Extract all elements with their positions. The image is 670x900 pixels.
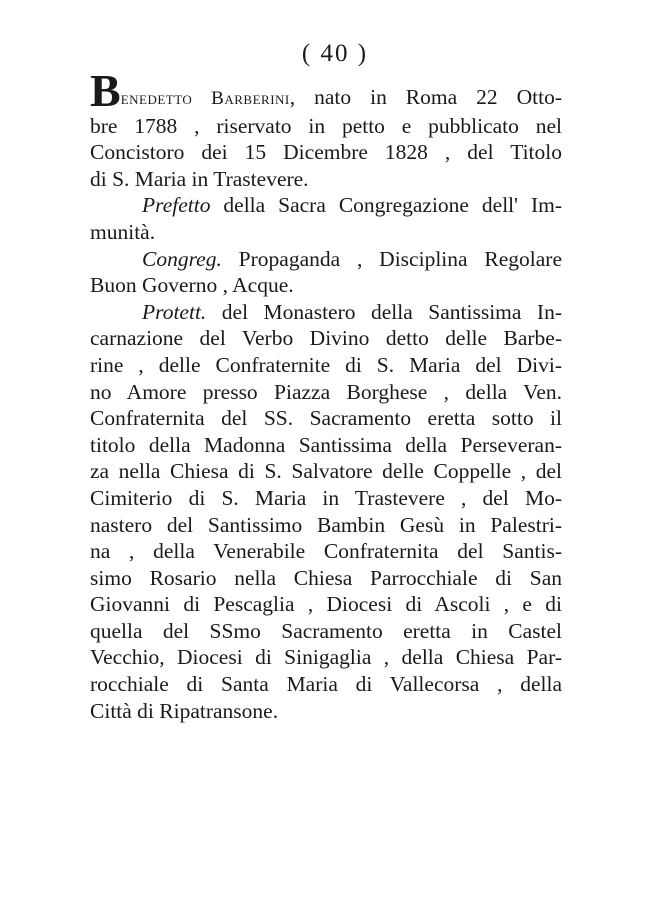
text-line-3: [90, 139, 562, 166]
line-text: Concistoro dei 15 Dicembre 1828 , del Titolo: [90, 140, 562, 165]
text-line-17: [90, 512, 562, 539]
line-text: Propaganda , Disciplina Regolare: [221, 246, 562, 271]
text-line-20: [90, 591, 562, 618]
section-label-protett: Protett.: [142, 299, 207, 324]
text-line-22: [90, 644, 562, 671]
line-text: Vecchio, Diocesi di Sinigaglia , della Chiesa Par-: [90, 645, 562, 670]
text-line-24: [90, 698, 562, 725]
text-line-1: [90, 65, 562, 116]
line-text: bre 1788 , riservato in petto e pubblicato nel: [90, 113, 562, 138]
text-line-8: [90, 272, 562, 299]
text-line-14: [90, 432, 562, 459]
cardinal-name: enedetto Barberini: [120, 88, 290, 109]
section-label-congreg: Congreg.: [142, 246, 222, 271]
line-text: munità.: [90, 219, 156, 244]
line-text: rocchiale di Santa Maria di Vallecorsa , della: [90, 672, 562, 697]
entry-text: [90, 65, 562, 724]
line-text: Confraternita del SS. Sacramento eretta sotto il: [90, 406, 562, 431]
text-line-10: [90, 325, 562, 352]
text-line-4: [90, 166, 562, 193]
text-line-15: [90, 458, 562, 485]
line-text: carnazione del Verbo Divino detto delle Barbe-: [90, 326, 562, 351]
line-text: na , della Venerabile Confraternita del Santis-: [90, 539, 562, 564]
line-text: simo Rosario nella Chiesa Parrocchiale di San: [90, 565, 562, 590]
line-text: rine , delle Confraternite di S. Maria del Divi-: [90, 352, 562, 377]
text-line-19: [90, 565, 562, 592]
line-text: no Amore presso Piazza Borghese , della Ven.: [90, 379, 562, 404]
text-line-5: [90, 192, 562, 219]
drop-cap: B: [90, 65, 121, 116]
text-line-11: [90, 352, 562, 379]
line-text: della Sacra Congregazione dell' Im-: [210, 193, 562, 218]
line-text: Buon Governo , Acque.: [90, 273, 294, 298]
text-line-21: [90, 618, 562, 645]
line-text: , nato in Roma 22 Otto-: [289, 85, 562, 109]
line-text: del Monastero della Santissima In-: [206, 299, 562, 324]
line-text: titolo della Madonna Santissima della Perseveran-: [90, 432, 562, 457]
line-text: di S. Maria in Trastevere.: [90, 166, 309, 191]
text-line-2: [90, 113, 562, 140]
line-text: Città di Ripatransone.: [90, 698, 279, 723]
text-line-13: [90, 405, 562, 432]
text-line-9: [90, 299, 562, 326]
line-text: Giovanni di Pescaglia , Diocesi di Ascoli , e di: [90, 592, 562, 617]
text-line-6: [90, 219, 562, 246]
text-line-7: [90, 246, 562, 273]
text-line-12: [90, 379, 562, 406]
section-label-prefetto: Prefetto: [142, 193, 211, 218]
line-text: za nella Chiesa di S. Salvatore delle Coppelle , del: [90, 459, 562, 484]
text-line-16: [90, 485, 562, 512]
line-text: quella del SSmo Sacramento eretta in Castel: [90, 618, 562, 643]
text-line-23: [90, 671, 562, 698]
line-text: Cimiterio di S. Maria in Trastevere , del Mo-: [90, 485, 562, 510]
page-number: ( 40 ): [301, 40, 369, 67]
line-text: nastero del Santissimo Bambin Gesù in Palestri-: [90, 512, 562, 537]
text-line-18: [90, 538, 562, 565]
